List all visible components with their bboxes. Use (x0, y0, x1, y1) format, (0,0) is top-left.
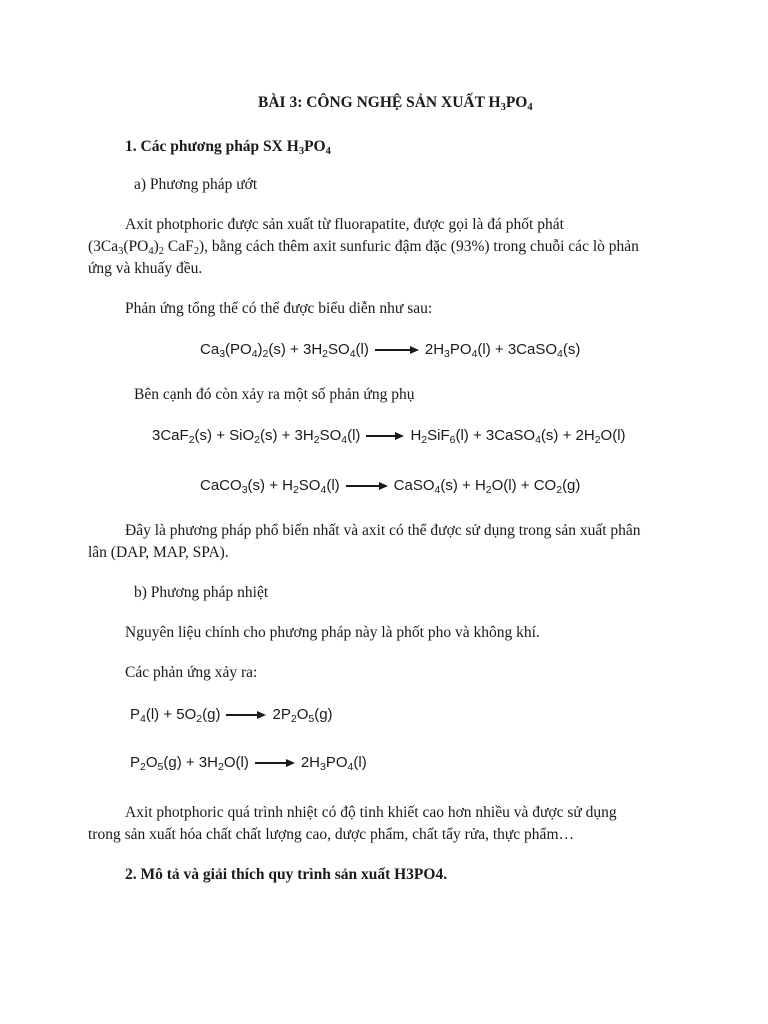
text-run: CaF (164, 238, 194, 255)
subheading-b: b) Phương pháp nhiệt (134, 584, 269, 601)
eq-text: (s) + H (247, 477, 293, 494)
eq-text: 2P (272, 706, 291, 723)
eq-text: SiF (427, 427, 450, 444)
eq-sub: 5 (308, 713, 315, 725)
eq-text: (g) (562, 477, 581, 494)
paragraph-2: Phản ứng tổng thể có thể được biểu diễn như sau: (125, 300, 433, 317)
eq-text: O(l) (600, 427, 626, 444)
eq-sub: 2 (421, 434, 428, 446)
heading-sub: 4 (325, 146, 331, 157)
heading-text: 1. Các phương pháp SX H (125, 138, 299, 155)
eq-text: (l) + 5O (145, 706, 197, 723)
eq-text: (g) (314, 706, 333, 723)
eq-text: (l) + 3CaSO (477, 341, 558, 358)
text-run: (PO (123, 238, 149, 255)
reaction-arrow-icon (226, 710, 266, 720)
eq-sub: 4 (251, 348, 258, 360)
eq-text: Ca (200, 341, 220, 358)
reaction-arrow-icon (366, 431, 404, 441)
eq-text: (s) (562, 341, 581, 358)
equation-2 (152, 426, 626, 446)
eq-sub: 3 (320, 761, 326, 773)
eq-sub: 4 (535, 434, 541, 446)
subheading-a: a) Phương pháp ướt (134, 176, 258, 193)
eq-text: O(l) + CO (491, 477, 557, 494)
section-heading-2: 2. Mô tả và giải thích quy trình sản xuất H3PO4. (125, 866, 448, 883)
paragraph-6: Các phản ứng xảy ra: (125, 664, 258, 681)
eq-text: O (296, 706, 309, 723)
eq-text: (s) + SiO (194, 427, 255, 444)
eq-text: (l) (355, 341, 369, 358)
equation-1 (200, 340, 580, 360)
eq-sub: 4 (320, 484, 327, 496)
reaction-arrow-icon (346, 481, 388, 491)
eq-text: H (410, 427, 422, 444)
eq-sub: 2 (217, 761, 224, 773)
eq-text: (s) + 3H (268, 341, 323, 358)
equation-4 (130, 705, 333, 725)
eq-sub: 4 (349, 348, 356, 360)
paragraph-4-line-2: lân (DAP, MAP, SPA). (88, 544, 229, 561)
eq-sub: 4 (434, 484, 441, 496)
text-run: (3Ca (88, 238, 119, 255)
reaction-arrow-icon (375, 345, 419, 355)
eq-text: (s) + H (440, 477, 486, 494)
eq-sub: 2 (140, 761, 146, 773)
eq-sub: 4 (140, 713, 146, 725)
paragraph-3: Bên cạnh đó còn xảy ra một số phản ứng phụ (134, 386, 415, 403)
eq-sub: 2 (322, 348, 328, 360)
text-run: ) (153, 238, 159, 255)
eq-text: 2H (424, 341, 445, 358)
subscript: 3 (118, 246, 124, 257)
eq-sub: 4 (557, 348, 563, 360)
eq-sub: 3 (444, 348, 450, 360)
eq-text: P (130, 754, 141, 771)
eq-text: (l) (326, 477, 340, 494)
eq-text: (l) (353, 754, 367, 771)
eq-sub: 2 (254, 434, 260, 446)
eq-text: (PO (225, 341, 252, 358)
eq-text: ) (257, 341, 263, 358)
eq-sub: 2 (188, 434, 195, 446)
eq-text: SO (319, 427, 342, 444)
eq-text: SO (298, 477, 321, 494)
paragraph-4-line-1: Đây là phương pháp phổ biến nhất và axit có thể được sử dụng trong sản xuất phân (125, 522, 641, 539)
document-title (258, 92, 533, 114)
eq-sub: 5 (157, 761, 164, 773)
eq-sub: 2 (262, 348, 269, 360)
eq-text: (l) + 3CaSO (455, 427, 536, 444)
heading-sub: 3 (298, 146, 305, 157)
eq-text: PO (325, 754, 348, 771)
eq-text: CaCO (200, 477, 242, 494)
eq-text: CaSO (393, 477, 435, 494)
eq-text: O (145, 754, 158, 771)
paragraph-7-line-2: trong sản xuất hóa chất chất lượng cao, dược phẩm, chất tẩy rửa, thực phẩm… (88, 826, 574, 843)
section-heading-1 (125, 136, 331, 158)
eq-text: (s) + 2H (540, 427, 595, 444)
title-text: PO (505, 94, 528, 111)
eq-text: O(l) (223, 754, 249, 771)
eq-sub: 3 (219, 348, 226, 360)
eq-text: (l) (347, 427, 361, 444)
eq-text: 2H (300, 754, 321, 771)
eq-text: SO (328, 341, 350, 358)
title-sub: 4 (527, 102, 533, 113)
eq-sub: 4 (347, 761, 354, 773)
paragraph-1-line-2 (88, 236, 639, 258)
eq-sub: 2 (292, 484, 299, 496)
heading-text: PO (304, 138, 326, 155)
eq-text: (g) + 3H (163, 754, 218, 771)
eq-sub: 4 (471, 348, 478, 360)
eq-sub: 6 (449, 434, 456, 446)
subscript: 2 (158, 246, 165, 257)
reaction-arrow-icon (255, 758, 295, 768)
eq-sub: 2 (313, 434, 320, 446)
paragraph-1-line-1: Axit photphoric được sản xuất từ fluorapatite, được gọi là đá phốt phát (125, 216, 564, 233)
eq-text: PO (449, 341, 472, 358)
eq-sub: 3 (241, 484, 248, 496)
eq-text: P (130, 706, 141, 723)
eq-text: (s) + 3H (259, 427, 314, 444)
eq-sub: 2 (290, 713, 297, 725)
eq-sub: 2 (196, 713, 203, 725)
equation-5 (130, 753, 367, 773)
eq-sub: 2 (594, 434, 601, 446)
paragraph-7-line-1: Axit photphoric quá trình nhiệt có độ tinh khiết cao hơn nhiều và được sử dụng (125, 804, 617, 821)
eq-sub: 2 (485, 484, 492, 496)
eq-sub: 2 (556, 484, 563, 496)
subscript: 4 (148, 246, 154, 257)
text-run: ), bằng cách thêm axit sunfuric đậm đặc (93%) trong chuỗi các lò phản (199, 238, 639, 255)
subscript: 2 (193, 246, 200, 257)
eq-text: 3CaF (152, 427, 189, 444)
title-sub: 3 (500, 102, 506, 113)
eq-text: (g) (202, 706, 221, 723)
paragraph-5: Nguyên liệu chính cho phương pháp này là phốt pho và không khí. (125, 624, 540, 641)
equation-3 (200, 476, 580, 496)
eq-sub: 4 (341, 434, 348, 446)
paragraph-1-line-3: ứng và khuấy đều. (88, 260, 203, 277)
title-text: BÀI 3: CÔNG NGHỆ SẢN XUẤT H (258, 94, 501, 111)
